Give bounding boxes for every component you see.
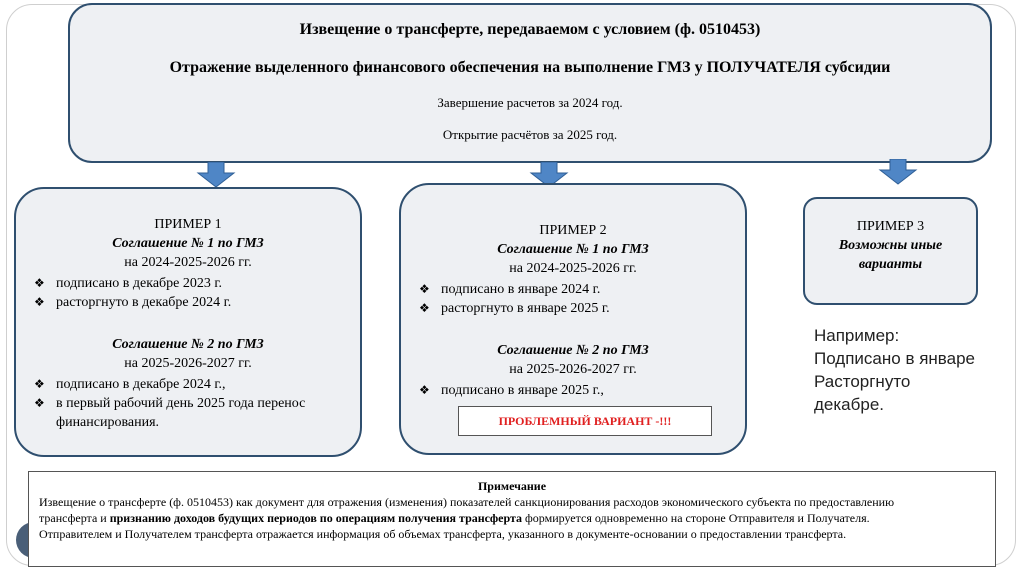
example-1-card [14, 187, 362, 457]
header-line-opening: Открытие расчётов за 2025 год. [442, 127, 618, 142]
example-3-title: ПРИМЕР 3 [856, 219, 925, 234]
side-note-line: Расторгнуто [814, 372, 911, 391]
example-1-agreement-1-period: на 2024-2025-2026 гг. [124, 255, 252, 270]
example-1-agreement-2-name: Соглашение № 2 по ГМЗ [112, 337, 264, 352]
arrow-down-icon [196, 162, 236, 188]
note-line-2-end: формируется одновременно на стороне Отправителя и Получателя. [522, 511, 870, 525]
example-1-agreement-1-name: Соглашение № 1 по ГМЗ [112, 236, 264, 251]
example-3-line-1: Возможны иные [838, 238, 943, 253]
list-item: ❖ подписано в январе 2025 г., [419, 383, 604, 398]
note-box [28, 471, 996, 567]
example-2-agreement-1-period: на 2024-2025-2026 гг. [509, 261, 637, 276]
note-line-1: Извещение о трансферте (ф. 0510453) как документ для отражения (изменения) показателей санкционирования расходов экономического субъекта по предоставлению [39, 495, 895, 509]
problem-variant-label: ПРОБЛЕМНЫЙ ВАРИАНТ -!!! [458, 406, 712, 436]
list-item: ❖ в первый рабочий день 2025 года перенос [34, 396, 306, 411]
example-2-card [399, 183, 747, 455]
note-line-2 [39, 510, 985, 526]
example-3-line-2: варианты [858, 257, 923, 272]
example-3-card [803, 197, 978, 305]
note-title: Примечание [477, 479, 547, 493]
header-line-completion: Завершение расчетов за 2024 год. [437, 95, 623, 110]
header-subtitle: Отражение выделенного финансового обеспечения на выполнение ГМЗ у ПОЛУЧАТЕЛЯ субсидии [169, 59, 891, 76]
side-note-line: Подписано в январе [814, 349, 975, 368]
arrow-down-icon [878, 159, 918, 185]
example-2-agreement-2-period: на 2025-2026-2027 гг. [509, 362, 637, 377]
example-2-agreement-1-name: Соглашение № 1 по ГМЗ [497, 242, 649, 257]
example-2-agreement-1-bullets [419, 280, 610, 318]
side-note-line: Например: [814, 326, 900, 345]
note-line-3: Отправителем и Получателем трансферта отражается информация об объемах трансферта, указанного в документе-основании о предоставлении трансферта. [39, 527, 847, 541]
list-item: ❖ подписано в январе 2024 г. [419, 282, 601, 297]
header-box [68, 3, 992, 163]
example-1-agreement-2-bullets [34, 375, 305, 432]
list-item: ❖ подписано в декабре 2024 г., [34, 377, 226, 392]
example-1-agreement-1-bullets [34, 274, 231, 312]
list-item: ❖ расторгнуто в декабре 2024 г. [34, 295, 232, 310]
note-line-2-start: трансферта и [39, 511, 110, 525]
example-2-agreement-2-bullets [419, 381, 604, 400]
example-2-title: ПРИМЕР 2 [539, 223, 607, 238]
note-line-2-bold: признанию доходов будущих периодов по операциям получения трансферта [109, 511, 523, 525]
example-1-title: ПРИМЕР 1 [154, 217, 222, 232]
side-note-line: декабре. [814, 395, 885, 414]
list-item: финансирования. [56, 415, 160, 430]
list-item: ❖ расторгнуто в январе 2025 г. [419, 301, 610, 316]
example-2-agreement-2-name: Соглашение № 2 по ГМЗ [497, 343, 649, 358]
side-note [814, 324, 1004, 416]
example-1-agreement-2-period: на 2025-2026-2027 гг. [124, 356, 252, 371]
list-item: ❖ подписано в декабре 2023 г. [34, 276, 223, 291]
header-title: Извещение о трансферте, передаваемом с условием (ф. 0510453) [299, 21, 761, 38]
